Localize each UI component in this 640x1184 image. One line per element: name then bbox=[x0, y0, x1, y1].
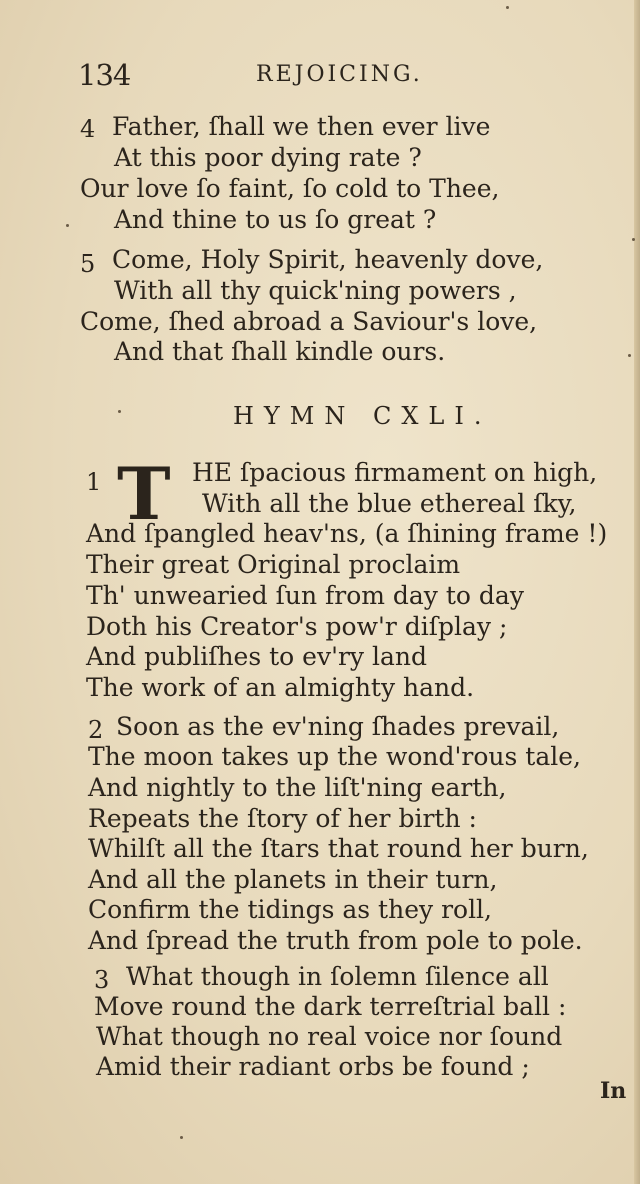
paper-speck bbox=[118, 410, 121, 413]
verse-line: Their great Original proclaim bbox=[86, 550, 461, 579]
page-header bbox=[78, 58, 458, 94]
verse-line: And ſpread the truth from pole to pole. bbox=[88, 926, 583, 955]
verse-line: And ſpangled heav'ns, (a ſhining frame !) bbox=[86, 519, 608, 548]
verse-line: And all the planets in their turn, bbox=[88, 865, 498, 894]
paper-speck bbox=[628, 354, 631, 357]
verse-line: Repeats the ſtory of her birth : bbox=[88, 804, 477, 833]
verse-number: 1 bbox=[86, 468, 102, 496]
verse-line: And thine to us ſo great ? bbox=[114, 205, 437, 234]
verse-line: Confirm the tidings as they roll, bbox=[88, 895, 493, 924]
verse-line: HE ſpacious firmament on high, bbox=[192, 458, 598, 487]
verse-line: Doth his Creator's pow'r diſplay ; bbox=[86, 612, 508, 641]
verse-number: 3 bbox=[94, 966, 110, 994]
verse-line: Father, ſhall we then ever live bbox=[112, 112, 491, 141]
running-head: REJOICING. bbox=[256, 62, 423, 87]
verse-line: With all thy quick'ning powers , bbox=[114, 276, 517, 305]
verse-line: The work of an almighty hand. bbox=[86, 673, 475, 702]
paper-speck bbox=[66, 224, 69, 227]
verse-line: Amid their radiant orbs be found ; bbox=[96, 1052, 530, 1081]
verse-line: And that ſhall kindle ours. bbox=[114, 337, 446, 366]
verse-line: Th' unwearied ſun from day to day bbox=[86, 581, 524, 610]
verse-line: With all the blue ethereal ſky, bbox=[202, 489, 577, 518]
verse-line: Our love ſo faint, ſo cold to Thee, bbox=[80, 174, 500, 203]
verse-number: 4 bbox=[80, 115, 96, 143]
catchword: In bbox=[600, 1078, 627, 1104]
page-number: 134 bbox=[78, 58, 131, 92]
verse-number: 5 bbox=[80, 250, 96, 278]
verse-line: And publiſhes to ev'ry land bbox=[86, 642, 427, 671]
drop-cap: T bbox=[117, 451, 171, 536]
verse-line: What though no real voice nor ſound bbox=[96, 1022, 563, 1051]
verse-line: Come, Holy Spirit, heavenly dove, bbox=[112, 245, 544, 274]
verse-number: 2 bbox=[88, 716, 104, 744]
verse-line: Come, ſhed abroad a Saviour's love, bbox=[80, 307, 538, 336]
verse-line: At this poor dying rate ? bbox=[114, 143, 422, 172]
verse-line: The moon takes up the wond'rous tale, bbox=[88, 742, 581, 771]
hymn-title: HYMN CXLI. bbox=[233, 402, 492, 430]
verse-line: Move round the dark terreſtrial ball : bbox=[94, 992, 567, 1021]
verse-line: And nightly to the liſt'ning earth, bbox=[88, 773, 507, 802]
paper-speck bbox=[180, 1136, 183, 1139]
verse-line: Whilſt all the ſtars that round her burn, bbox=[88, 834, 589, 863]
verse-line: What though in ſolemn ſilence all bbox=[126, 962, 549, 991]
page-edge bbox=[634, 0, 640, 1184]
verse-line: Soon as the ev'ning ſhades prevail, bbox=[116, 712, 560, 741]
paper-speck bbox=[506, 6, 509, 9]
paper-speck bbox=[632, 238, 635, 241]
